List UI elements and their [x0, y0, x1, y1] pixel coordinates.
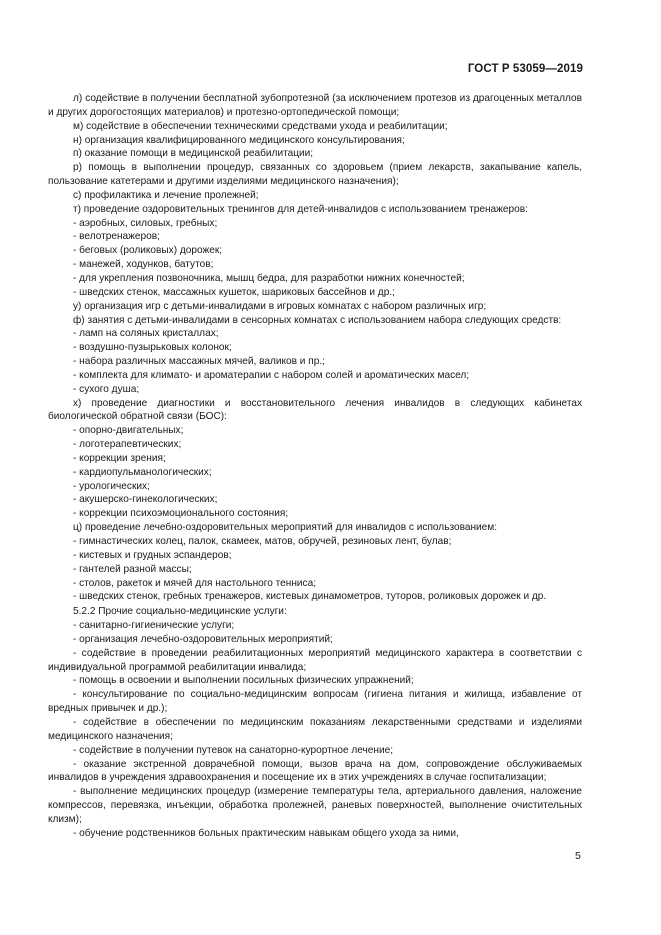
section-heading: 5.2.2 Прочие социально-медицинские услуги:	[73, 606, 287, 618]
list-item: - содействие в проведении реабилитационных мероприятий медицинского характера в соответствии с индивидуальной программой реабилитации инвалида;	[48, 647, 582, 673]
list-item: - гимнастических колец, палок, скамеек, матов, обручей, резиновых лент, булав;	[73, 536, 452, 547]
list-item: - набора различных массажных мячей, валиков и пр.;	[73, 356, 325, 368]
list-item: - логотерапевтических;	[73, 439, 182, 451]
paragraph: х) проведение диагностики и восстановительного лечения инвалидов в следующих кабинетах биологической обратной связи (БОС):	[48, 397, 582, 423]
paragraph: т) проведение оздоровительных тренингов для детей-инвалидов с использованием тренажеров:	[73, 203, 528, 215]
paragraph: н) организация квалифицированного медицинского консультирования;	[73, 134, 405, 146]
list-item: - кардиопульманологических;	[73, 466, 212, 478]
list-item: - организация лечебно-оздоровительных мероприятий;	[73, 633, 333, 645]
list-item: - для укрепления позвоночника, мышц бедра, для разработки нижних конечностей;	[73, 272, 465, 284]
list-item: - шведских стенок, массажных кушеток, шариковых бассейнов и др.;	[73, 286, 395, 298]
list-item: - коррекции психоэмоционального состояния;	[73, 508, 289, 520]
list-item: - опорно-двигательных;	[73, 425, 184, 437]
paragraph: с) профилактика и лечение пролежней;	[73, 189, 259, 201]
list-item: - акушерско-гинекологических;	[73, 494, 218, 506]
list-item: - воздушно-пузырьковых колонок;	[73, 342, 232, 354]
list-item: - обучение родственников больных практическим навыкам общего ухода за ними,	[73, 827, 459, 839]
paragraph: п) оказание помощи в медицинской реабилитации;	[73, 148, 314, 160]
paragraph: р) помощь в выполнении процедур, связанных со здоровьем (прием лекарств, закапывание капель, пользование катетерами и другими изделиями медицинского назначения);	[48, 162, 582, 188]
list-item: - коррекции зрения;	[73, 452, 166, 464]
paragraph: л) содействие в получении бесплатной зубопротезной (за исключением протезов из драгоценных металлов и других дорогостоящих материалов) и протезно-ортопедической помощи;	[48, 93, 582, 118]
list-item: - ламп на соляных кристаллах;	[73, 328, 219, 340]
list-item: - сухого душа;	[73, 383, 140, 395]
list-item: - оказание экстренной доврачебной помощи, вызов врача на дом, сопровождение обслуживаемых инвалидов в учреждения здравоохранения и посещение их в этих учреждениях в случае госпитализации;	[48, 758, 582, 784]
paragraph: ц) проведение лечебно-оздоровительных мероприятий для инвалидов с использованием:	[73, 522, 498, 534]
list-item: - шведских стенок, гребных тренажеров, кистевых динамометров, туторов, роликовых дорожек и др.	[73, 591, 547, 603]
page-number: 5	[575, 850, 581, 862]
list-item: - велотренажеров;	[73, 231, 160, 243]
list-item: - содействие в обеспечении по медицинским показаниям лекарственными средствами и изделиями медицинского назначения;	[48, 716, 582, 742]
standard-number: ГОСТ Р 53059—2019	[467, 63, 583, 75]
list-item: - содействие в получении путевок на санаторно-курортное лечение;	[73, 744, 394, 756]
list-item: - урологических;	[73, 480, 150, 492]
list-item: - гантелей разной массы;	[73, 563, 192, 575]
list-item: - комплекта для климато- и ароматерапии с набором солей и ароматических масел;	[73, 369, 470, 381]
list-item: - манежей, ходунков, батутов;	[73, 259, 214, 271]
list-item: - консультирование по социально-медицинским вопросам (гигиена питания и жилища, избавление от вредных привычек и др.);	[48, 689, 582, 715]
document-body	[48, 92, 582, 841]
paragraph: м) содействие в обеспечении техническими средствами ухода и реабилитации;	[73, 120, 448, 132]
list-item: - аэробных, силовых, гребных;	[73, 217, 218, 229]
list-item: - санитарно-гигиенические услуги;	[73, 620, 235, 632]
list-item: - кистевых и грудных эспандеров;	[73, 549, 232, 561]
paragraph: ф) занятия с детьми-инвалидами в сенсорных комнатах с использованием набора следующих средств:	[73, 314, 562, 326]
list-item: - беговых (роликовых) дорожек;	[73, 245, 223, 257]
list-item: - столов, ракеток и мячей для настольного тенниса;	[73, 577, 317, 589]
list-item: - помощь в освоении и выполнении посильных физических упражнений;	[73, 675, 414, 687]
list-item: - выполнение медицинских процедур (измерение температуры тела, артериального давления, наложение компрессов, перевязка, инъекции, обработка пролежней, раневых поверхностей, выполнение очистительных клизм);	[48, 786, 582, 825]
paragraph: у) организация игр с детьми-инвалидами в игровых комнатах с набором различных игр;	[73, 300, 487, 312]
